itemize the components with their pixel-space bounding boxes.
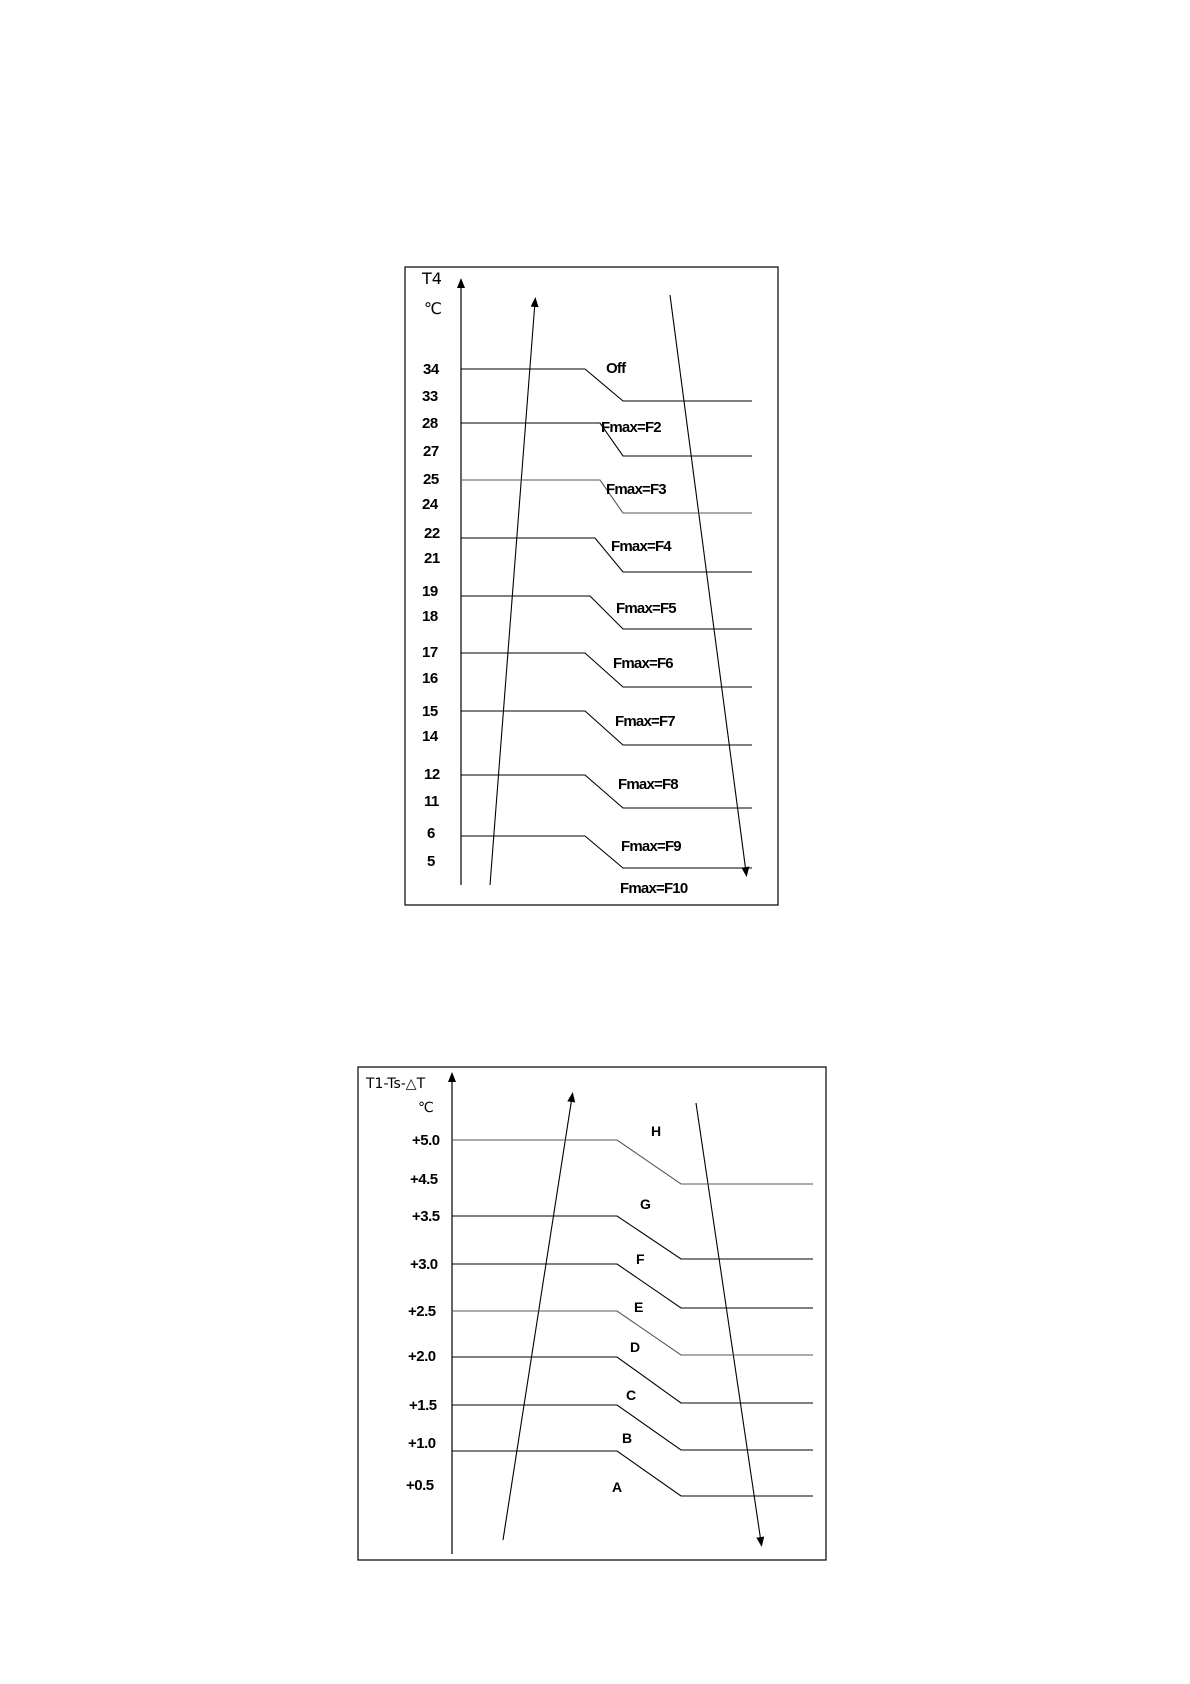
diagram1-tick-label: 17: [422, 644, 438, 661]
diagram2-tick-label: +3.0: [410, 1256, 438, 1273]
diagram1-threshold-line: [461, 775, 752, 808]
diagram1-tick-label: 25: [423, 471, 439, 488]
diagram2-threshold-line: [452, 1451, 813, 1496]
diagram1-zone-label: Fmax=F6: [613, 655, 673, 672]
diagram2-tick-label: +2.0: [408, 1348, 436, 1365]
diagram1-tick-label: 11: [424, 793, 439, 810]
diagram1-tick-label: 24: [422, 496, 438, 513]
diagram1-threshold-line: [461, 653, 752, 687]
diagram2-tick-label: +4.5: [410, 1171, 438, 1188]
diagram2-tick-label: +0.5: [406, 1477, 434, 1494]
diagram1-tick-label: 19: [422, 583, 438, 600]
diagram1-threshold-line: [461, 836, 752, 868]
diagram1-falling-arrow: [670, 295, 746, 872]
diagram2-tick-label: +5.0: [412, 1132, 440, 1149]
diagram2-zone-label: A: [612, 1479, 623, 1495]
diagram1-zone-label: Fmax=F4: [611, 538, 671, 555]
diagram2-tick-label: +2.5: [408, 1303, 436, 1320]
diagram2-zone-label: B: [622, 1430, 633, 1446]
diagram2-axis-unit: ℃: [418, 1100, 434, 1116]
diagram1-axis-unit: ℃: [424, 299, 442, 318]
diagram1-zone-label: Fmax=F2: [601, 419, 661, 436]
diagram1-tick-label: 22: [424, 525, 440, 542]
diagram2-threshold-line: [452, 1405, 813, 1450]
diagram2-rising-arrow: [503, 1097, 572, 1540]
diagram2-axis-title: T1-Ts-△T: [366, 1076, 426, 1092]
diagram1-zone-label: Fmax=F7: [615, 713, 675, 730]
diagram1-threshold-line: [461, 711, 752, 745]
diagram1-zone-label: Fmax=F5: [616, 600, 676, 617]
diagram1-zone-label: Fmax=F9: [621, 838, 681, 855]
diagram1-tick-label: 18: [422, 608, 438, 625]
diagram1-tick-label: 14: [422, 728, 438, 745]
diagram1-tick-label: 5: [427, 853, 435, 870]
diagram1-tick-label: 15: [422, 703, 438, 720]
diagram2-zone-label: H: [651, 1123, 662, 1139]
diagram2-zone-label: E: [634, 1299, 644, 1315]
diagram1-rising-arrow: [490, 302, 535, 885]
diagram2-falling-arrow: [696, 1103, 761, 1542]
diagram1-zone-label: Fmax=F10: [620, 880, 688, 897]
diagram1-zone-label: Fmax=F3: [606, 481, 666, 498]
diagram1-zone-label: Fmax=F8: [618, 776, 678, 793]
diagram1-zone-label: Off: [606, 360, 626, 377]
diagram2-threshold-line: [452, 1216, 813, 1259]
diagram2-zone-label: G: [640, 1196, 651, 1212]
diagram1-tick-label: 28: [422, 415, 438, 432]
diagram1-threshold-line: [461, 538, 752, 572]
diagram2-zone-label: D: [630, 1339, 641, 1355]
diagram-t1-ts-delta-t-zones: [358, 1067, 826, 1560]
diagram2-tick-label: +1.0: [408, 1435, 436, 1452]
diagram1-tick-label: 6: [427, 825, 435, 842]
diagram2-threshold-line: [452, 1264, 813, 1308]
diagram1-tick-label: 21: [424, 550, 440, 567]
diagram1-axis-title: T4: [422, 269, 442, 288]
diagram1-tick-label: 12: [424, 766, 440, 783]
diagram2-threshold-line: [452, 1140, 813, 1184]
diagram-t4-frequency-limit: [405, 267, 778, 905]
diagram1-threshold-line: [461, 596, 752, 629]
diagram2-zone-label: F: [636, 1251, 645, 1267]
diagram1-tick-label: 27: [423, 443, 439, 460]
diagram2-tick-label: +1.5: [409, 1397, 437, 1414]
diagram1-tick-label: 34: [423, 361, 439, 378]
diagram2-tick-label: +3.5: [412, 1208, 440, 1225]
diagram1-tick-label: 33: [422, 388, 438, 405]
diagram1-tick-label: 16: [422, 670, 438, 687]
diagram2-zone-label: C: [626, 1387, 637, 1403]
